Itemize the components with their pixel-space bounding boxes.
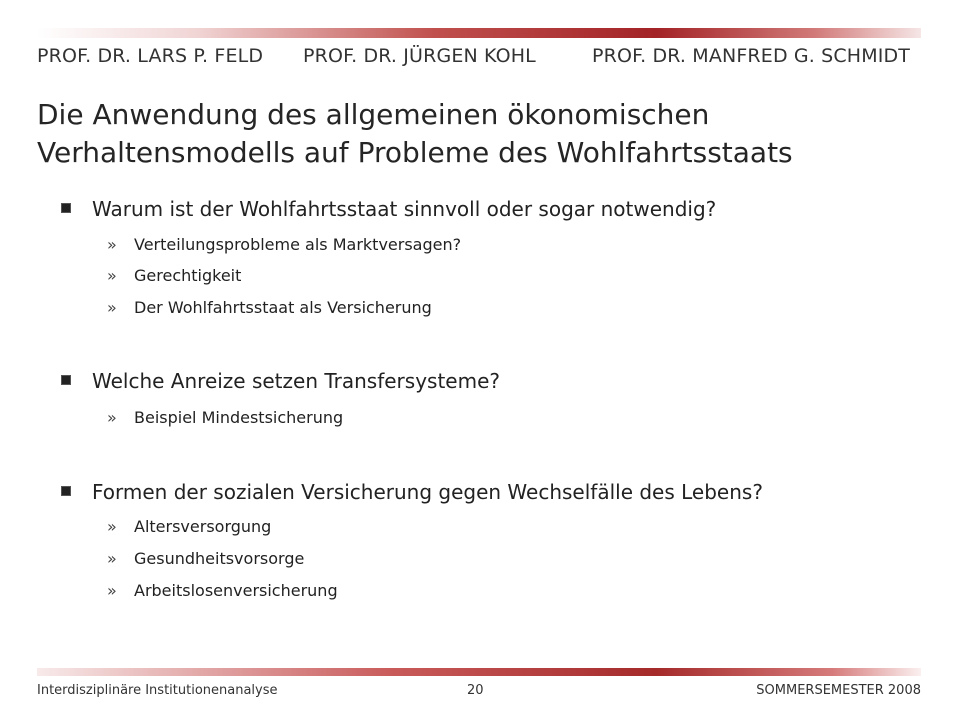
sub-bullet-text: Der Wohlfahrtsstaat als Versicherung [134,298,432,317]
bullet-text: Warum ist der Wohlfahrtsstaat sinnvoll oder sogar notwendig? [92,197,717,221]
chevron-bullet-icon: » [107,298,117,317]
sub-bullet-text: Beispiel Mindestsicherung [134,408,344,427]
professor-name-1: PROF. DR. LARS P. FELD [37,45,264,67]
bullet-text: Formen der sozialen Versicherung gegen Wechselfälle des Lebens? [92,480,763,504]
chevron-bullet-icon: » [107,517,117,536]
sub-bullet-text: Gerechtigkeit [134,266,242,285]
sub-bullet-text: Verteilungsprobleme als Marktversagen? [134,235,462,254]
sub-bullet-text: Altersversorgung [134,517,272,536]
footer-semester: SOMMERSEMESTER 2008 [756,683,921,698]
sub-bullet-text: Gesundheitsvorsorge [134,549,305,568]
slide-title-line-1: Die Anwendung des allgemeinen ökonomischen [37,98,710,131]
slide-title-line-2: Verhaltensmodells auf Probleme des Wohlfahrtsstaats [37,136,793,169]
square-bullet-icon [61,486,71,496]
header-gradient-bar [37,28,921,38]
sub-bullet-text: Arbeitslosenversicherung [134,581,338,600]
bullet-text: Welche Anreize setzen Transfersysteme? [92,369,501,393]
chevron-bullet-icon: » [107,235,117,254]
page-number: 20 [467,683,484,698]
chevron-bullet-icon: » [107,408,117,427]
slide-title [37,96,921,172]
chevron-bullet-icon: » [107,549,117,568]
footer-course-name: Interdisziplinäre Institutionenanalyse [37,683,278,698]
chevron-bullet-icon: » [107,266,117,285]
footer-gradient-bar [37,668,921,676]
square-bullet-icon [61,375,71,385]
professor-name-3: PROF. DR. MANFRED G. SCHMIDT [592,45,911,67]
square-bullet-icon [61,203,71,213]
chevron-bullet-icon: » [107,581,117,600]
professor-name-2: PROF. DR. JÜRGEN KOHL [303,45,536,67]
